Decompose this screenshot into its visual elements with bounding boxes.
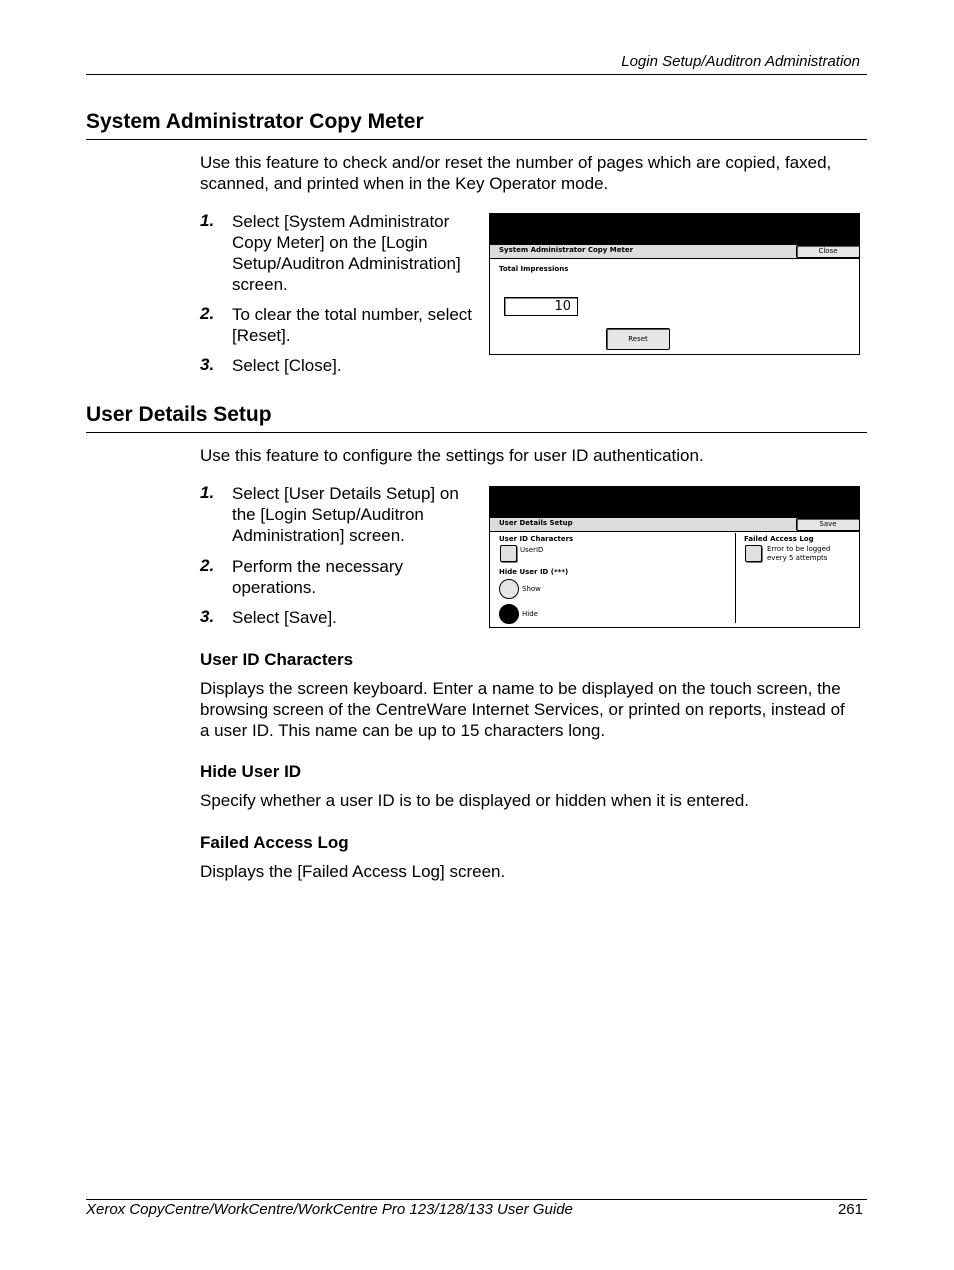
intro-line: scanned, and printed when in the Key Operator mode. (200, 174, 609, 193)
step-line: operations. (232, 578, 317, 597)
step-number: 2. (200, 556, 215, 575)
total-impressions-field (504, 297, 578, 316)
step-line: Copy Meter] on the [Login (232, 233, 428, 252)
failed-access-log-label: Failed Access Log (744, 535, 814, 543)
step-number: 2. (200, 304, 215, 323)
failed-access-log-button[interactable] (745, 545, 762, 562)
save-button[interactable]: Save (796, 518, 860, 531)
hide-radio[interactable] (499, 604, 519, 624)
failed-log-line: every 5 attempts (767, 554, 828, 562)
close-button[interactable]: Close (796, 245, 860, 258)
step-line: Select [System Administrator (232, 212, 450, 231)
step-text (232, 355, 342, 376)
user-id-characters-button[interactable] (500, 545, 517, 562)
show-radio[interactable] (499, 579, 519, 599)
user-details-screenshot (489, 486, 860, 628)
page-number: 261 (837, 1201, 863, 1218)
step-line: Setup/Auditron Administration] (232, 254, 461, 273)
header-rule (86, 74, 867, 75)
body-line: browsing screen of the CentreWare Internet Services, or printed on reports, instead of (200, 700, 845, 719)
reset-button[interactable]: Reset (606, 328, 670, 350)
section-intro: Use this feature to configure the settings for user ID authentication. (200, 446, 704, 465)
section-rule (86, 432, 867, 433)
step-number: 1. (200, 211, 215, 230)
user-id-button-label: UserID (520, 546, 544, 554)
step-number: 3. (200, 607, 215, 626)
step-line: Perform the necessary (232, 557, 404, 576)
intro-line: Use this feature to check and/or reset the number of pages which are copied, faxed, (200, 153, 832, 172)
screen-top-bar (490, 214, 859, 244)
screen-title: System Administrator Copy Meter (499, 246, 634, 254)
step-line: Select [User Details Setup] on (232, 484, 459, 503)
step-line: To clear the total number, select (232, 305, 473, 324)
section-intro (200, 152, 866, 194)
show-option-label: Show (522, 585, 541, 593)
body-line: a user ID. This name can be up to 15 characters long. (200, 721, 606, 740)
subsection-body: Displays the [Failed Access Log] screen. (200, 862, 506, 881)
step-line: Administration] screen. (232, 526, 405, 545)
step-line: the [Login Setup/Auditron (232, 505, 424, 524)
screen-top-bar (490, 487, 859, 517)
step-line: screen. (232, 275, 288, 294)
failed-log-line: Error to be logged (767, 545, 831, 553)
user-id-characters-label: User ID Characters (499, 535, 574, 543)
body-line: Displays the screen keyboard. Enter a name to be displayed on the touch screen, the (200, 679, 841, 698)
subsection-heading: Failed Access Log (200, 833, 349, 852)
step-text (232, 556, 403, 598)
screen-title: User Details Setup (499, 519, 573, 527)
step-text (232, 211, 461, 295)
subsection-heading: User ID Characters (200, 650, 354, 669)
subsection-body: Specify whether a user ID is to be displayed or hidden when it is entered. (200, 791, 750, 810)
subsection-body (200, 678, 866, 741)
step-text (232, 607, 337, 628)
step-line: [Reset]. (232, 326, 291, 345)
hide-user-id-label: Hide User ID (***) (499, 568, 569, 576)
step-text (232, 483, 459, 546)
step-line: Select [Save]. (232, 608, 337, 627)
subsection-heading: Hide User ID (200, 762, 302, 781)
panel-divider (735, 533, 736, 623)
total-impressions-value: 10 (554, 299, 571, 314)
total-impressions-label: Total Impressions (499, 265, 569, 273)
section-heading-copy-meter: System Administrator Copy Meter (86, 110, 424, 133)
section-heading-user-details: User Details Setup (86, 403, 272, 426)
running-header: Login Setup/Auditron Administration (621, 53, 860, 70)
hide-option-label: Hide (522, 610, 538, 618)
footer-rule (86, 1199, 867, 1200)
failed-access-log-info (767, 545, 830, 563)
step-text (232, 304, 472, 346)
copy-meter-screenshot (489, 213, 860, 355)
section-rule (86, 139, 867, 140)
step-line: Select [Close]. (232, 356, 342, 375)
step-number: 3. (200, 355, 215, 374)
footer-guide-title: Xerox CopyCentre/WorkCentre/WorkCentre Pro 123/128/133 User Guide (86, 1201, 573, 1218)
step-number: 1. (200, 483, 215, 502)
